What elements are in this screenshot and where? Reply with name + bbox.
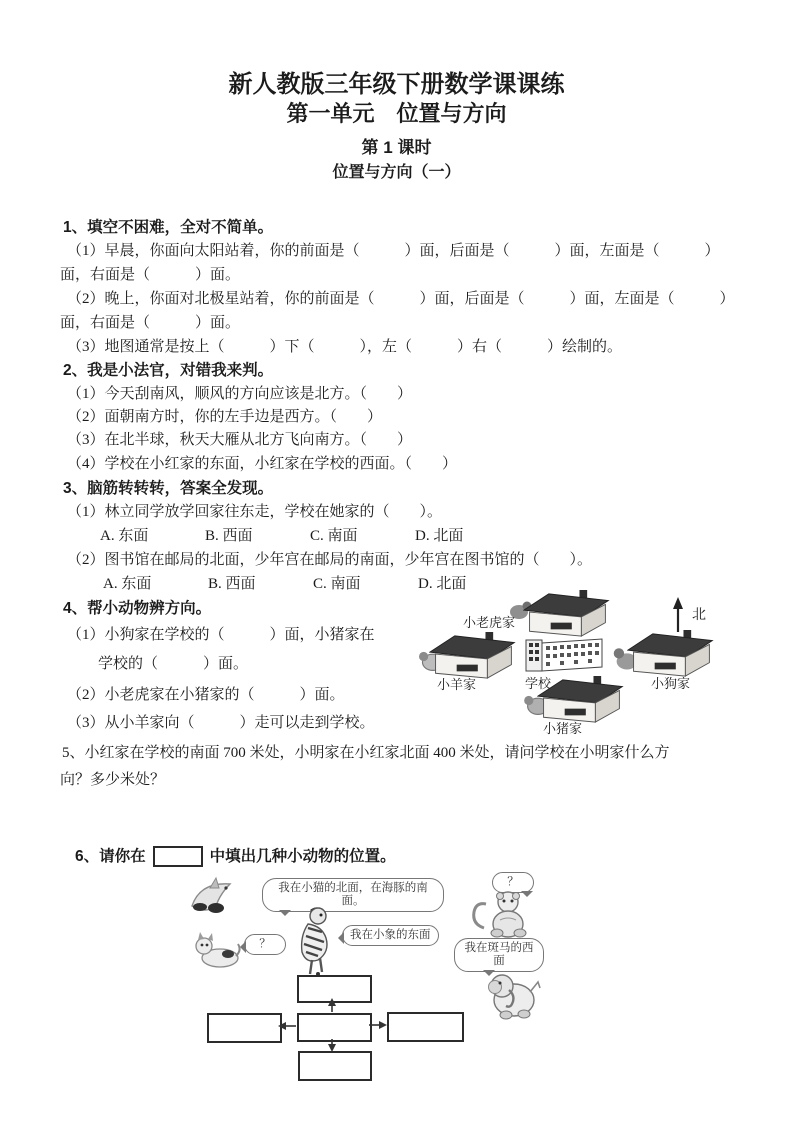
north-label: 北 [692,608,706,623]
q2-item-4: （4）学校在小红家的东面，小红家在学校的西面。（ ） [67,456,458,472]
q4-heading: 4、帮小动物辨方向。 [63,600,212,617]
pig-house-icon [537,676,625,724]
sheep-home-label: 小羊家 [437,677,477,692]
school-label: 学校 [525,676,552,691]
tiger-house-icon [523,590,611,638]
q2-heading: 2、我是小法官，对错我来判。 [63,362,274,379]
north-arrow-icon [668,596,688,634]
speech-bubble-east: 我在小象的东面 [342,925,439,946]
speech-bubble-zebra: 我在小猫的北面，在海豚的南面。 [262,878,444,912]
q1-item-1-line-2: 面，右面是（ ）面。 [60,267,241,283]
unit-title: 第一单元 位置与方向 [286,101,507,126]
answer-box-east [387,1012,464,1042]
q5-line-1: 5、小红家在学校的南面 700 米处，小明家在小红家北面 400 米处，请问学校在小明家什么方 [62,745,670,761]
q4-item-2: （2）小老虎家在小猪家的（ ）面。 [67,687,345,703]
topic-title: 位置与方向（一） [332,164,461,181]
q1-heading: 1、填空不困难，全对不简单。 [63,219,274,236]
speech-bubble-west: 我在斑马的西面 [454,938,544,972]
thought-bubble-monkey: ？ [492,872,534,893]
q2-item-2: （2）面朝南方时，你的左手边是西方。（ ） [67,409,383,425]
dog-home-label: 小狗家 [651,676,691,691]
option-c: C. 南面 [313,576,361,592]
option-a: A. 东面 [103,576,152,592]
q3-heading: 3、脑筋转转转，答案全发现。 [63,480,274,497]
elephant-figure [482,968,544,1022]
q6-heading-suffix: 中填出几种小动物的位置。 [209,848,396,865]
lesson-title: 第 1 课时 [361,138,432,157]
answer-box-center [297,1013,372,1042]
answer-box-south [298,1051,372,1081]
monkey-figure [470,888,540,940]
answer-box-north [297,975,372,1003]
q6-heading [75,846,396,867]
q6-animal-scene [170,872,575,1100]
q3-options-1 [100,527,520,546]
fill-in-box [153,846,203,867]
q6-heading-prefix: 6、请你在 [75,848,146,865]
sheep-house-icon [429,632,517,680]
tiger-home-label: 小老虎家 [463,615,516,630]
dog-house-icon [627,630,715,678]
q4-item-1-line-2: 学校的（ ）面。 [98,656,249,672]
pig-home-label: 小猪家 [543,721,583,736]
answer-box-west [207,1013,282,1043]
school-building-icon [525,636,603,674]
option-b: B. 西面 [208,576,256,592]
q2-item-1: （1）今天刮南风，顺风的方向应该是北方。（ ） [67,386,413,402]
option-d: D. 北面 [415,528,464,544]
option-d: D. 北面 [418,576,467,592]
thought-bubble-cat: ？ [244,934,286,955]
q1-item-3: （3）地图通常是按上（ ）下（ ），左（ ）右（ ）绘制的。 [67,339,623,355]
q5-line-2: 向？多少米处？ [60,772,166,788]
q1-item-2-line-2: 面，右面是（ ）面。 [60,315,241,331]
q1-item-2-line-1: （2）晚上，你面对北极星站着，你的前面是（ ）面，后面是（ ）面，左面是（ ） [67,291,735,307]
option-c: C. 南面 [310,528,358,544]
dolphin-figure [186,874,240,920]
q3-item-2: （2）图书馆在邮局的北面，少年宫在邮局的南面，少年宫在图书馆的（ ）。 [67,552,593,568]
q1-item-1-line-1: （1）早晨，你面向太阳站着，你的前面是（ ）面，后面是（ ）面，左面是（ ） [67,243,720,259]
q2-item-3: （3）在北半球，秋天大雁从北方飞向南方。（ ） [67,432,413,448]
q3-item-1: （1）林立同学放学回家往东走，学校在她家的（ ）。 [67,504,443,520]
page-title: 新人教版三年级下册数学课课练 [228,71,565,98]
q4-map-illustration [415,586,760,741]
option-b: B. 西面 [205,528,253,544]
q4-item-1-line-1: （1）小狗家在学校的（ ）面，小猪家在 [67,627,375,643]
option-a: A. 东面 [100,528,149,544]
q4-item-3: （3）从小羊家向（ ）走可以走到学校。 [67,715,375,731]
